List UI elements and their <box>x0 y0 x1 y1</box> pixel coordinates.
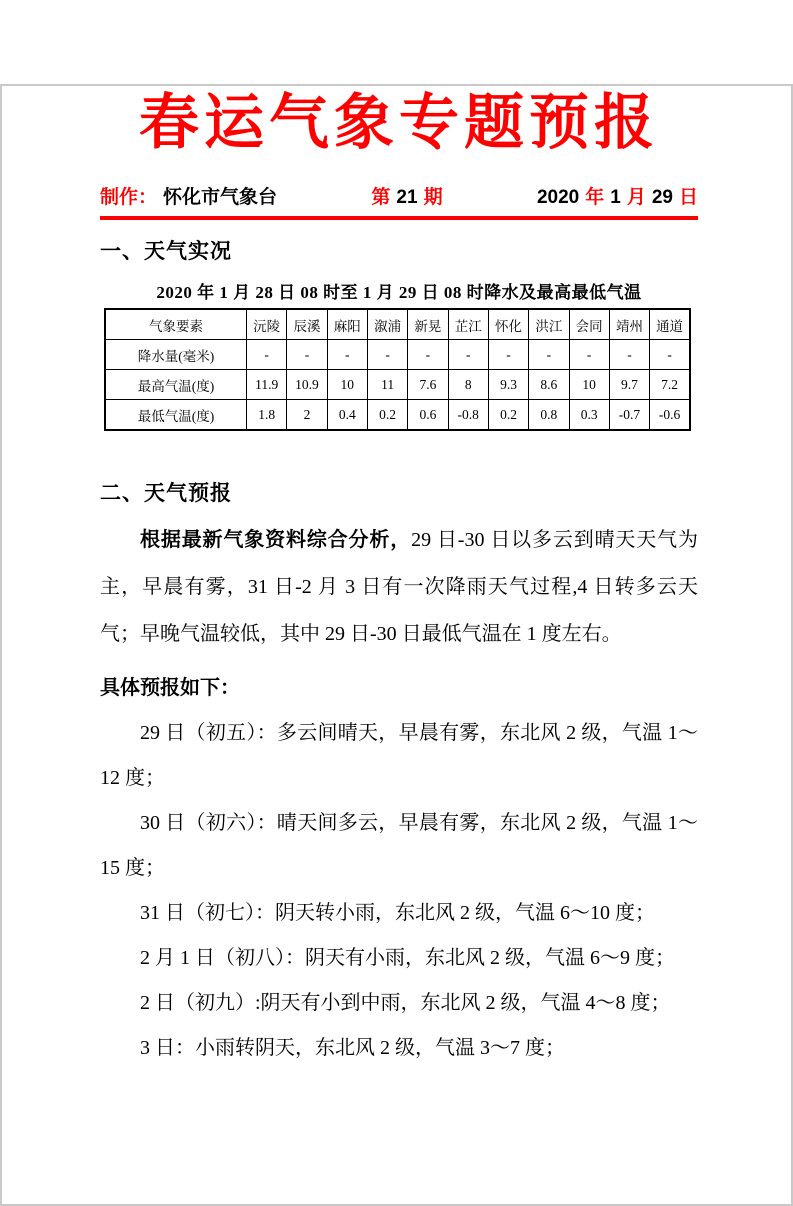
table-col-station: 沅陵 <box>247 309 287 340</box>
table-cell: - <box>367 340 407 370</box>
table-col-station: 会同 <box>569 309 609 340</box>
table-col-station: 怀化 <box>488 309 528 340</box>
table-cell: 10 <box>327 370 367 400</box>
forecast-line: 30 日（初六）：晴天间多云，早晨有雾，东北风 2 级，气温 1～15 度； <box>100 812 698 879</box>
table-cell: - <box>327 340 367 370</box>
weather-table-head-row <box>105 309 690 340</box>
date-year-unit: 年 <box>585 187 605 208</box>
table-cell: 10 <box>569 370 609 400</box>
date-day-unit: 日 <box>678 187 698 208</box>
row-label: 最低气温(度) <box>105 400 247 431</box>
table-cell: 8.6 <box>529 370 569 400</box>
table-row <box>105 370 690 400</box>
forecast-line: 2 日（初九）:阴天有小到中雨，东北风 2 级，气温 4～8 度； <box>140 992 671 1014</box>
table-col-station: 芷江 <box>448 309 488 340</box>
forecast-summary <box>100 517 698 658</box>
forecast-line: 3 日：小雨转阴天，东北风 2 级，气温 3～7 度； <box>140 1037 565 1059</box>
row-label: 最高气温(度) <box>105 370 247 400</box>
date-day: 29 <box>651 187 673 208</box>
forecast-detail-heading: 具体预报如下： <box>100 677 240 699</box>
masthead-divider <box>100 216 698 220</box>
producer-label: 制作： <box>100 187 158 208</box>
weather-table <box>104 308 691 431</box>
page-title: 春运气象专题预报 <box>139 90 659 156</box>
table-cell: - <box>569 340 609 370</box>
table-row <box>105 400 690 431</box>
table-cell: - <box>488 340 528 370</box>
table-row <box>105 340 690 370</box>
forecast-summary-lead: 根据最新气象资料综合分析， <box>140 529 412 551</box>
table-col-station: 洪江 <box>529 309 569 340</box>
forecast-line: 29 日（初五）：多云间晴天，早晨有雾，东北风 2 级，气温 1～12 度； <box>100 722 698 789</box>
table-cell: 1.8 <box>247 400 287 431</box>
date-month: 1 <box>610 187 621 208</box>
table-cell: - <box>650 340 690 370</box>
date-month-unit: 月 <box>626 187 646 208</box>
table-cell: - <box>247 340 287 370</box>
page-content <box>0 84 793 1071</box>
table-cell: 10.9 <box>287 370 327 400</box>
forecast-line: 31 日（初七）：阴天转小雨，东北风 2 级，气温 6～10 度； <box>140 902 655 924</box>
section1-heading: 一、天气实况 <box>100 240 232 263</box>
issue-prefix: 第 <box>371 187 391 208</box>
issue-suffix: 期 <box>423 187 443 208</box>
table-cell: 0.8 <box>529 400 569 431</box>
table-cell: 0.6 <box>408 400 448 431</box>
forecast-summary-text: 29 日-30 日以多云到晴天天气为主，早晨有雾，31 日-2 月 3 日有一次降雨天气过程,4 日转多云天气；早晚气温较低，其中 29 日-30 日最低气温在 1 度左右。 <box>100 529 698 645</box>
table-cell: - <box>287 340 327 370</box>
table-col-station: 溆浦 <box>367 309 407 340</box>
table-cell: 0.4 <box>327 400 367 431</box>
table-cell: 11 <box>367 370 407 400</box>
producer-name: 怀化市气象台 <box>163 187 278 208</box>
table-cell: 0.2 <box>367 400 407 431</box>
table-col-station: 辰溪 <box>287 309 327 340</box>
weather-table-body <box>105 340 690 431</box>
document-page <box>0 84 793 1206</box>
table-cell: -0.7 <box>609 400 649 431</box>
section2-heading: 二、天气预报 <box>100 482 232 505</box>
issue-value: 21 <box>396 187 418 208</box>
issue-number <box>371 182 442 209</box>
table-cell: - <box>408 340 448 370</box>
producer-info <box>100 182 277 209</box>
table-cell: - <box>448 340 488 370</box>
table-cell: 9.3 <box>488 370 528 400</box>
table-cell: 0.3 <box>569 400 609 431</box>
table-cell: 11.9 <box>247 370 287 400</box>
table-cell: 7.6 <box>408 370 448 400</box>
table-cell: - <box>529 340 569 370</box>
table-cell: 9.7 <box>609 370 649 400</box>
date-year: 2020 <box>536 187 580 208</box>
table-cell: 8 <box>448 370 488 400</box>
forecast-list <box>100 711 698 1071</box>
table-cell: -0.6 <box>650 400 690 431</box>
table-cell: 7.2 <box>650 370 690 400</box>
table-col-station: 通道 <box>650 309 690 340</box>
row-label: 降水量(毫米) <box>105 340 247 370</box>
table-cell: 0.2 <box>488 400 528 431</box>
table-cell: 2 <box>287 400 327 431</box>
table-col-station: 靖州 <box>609 309 649 340</box>
issue-date <box>537 182 698 209</box>
masthead <box>100 182 698 209</box>
table-cell: - <box>609 340 649 370</box>
table-col-station: 麻阳 <box>327 309 367 340</box>
forecast-line: 2 月 1 日（初八）：阴天有小雨，东北风 2 级，气温 6～9 度； <box>140 947 675 969</box>
table-cell: -0.8 <box>448 400 488 431</box>
weather-table-title: 2020 年 1 月 28 日 08 时至 1 月 29 日 08 时降水及最高最低气温 <box>156 283 642 302</box>
table-col-station: 新晃 <box>408 309 448 340</box>
table-col-element: 气象要素 <box>105 309 247 340</box>
